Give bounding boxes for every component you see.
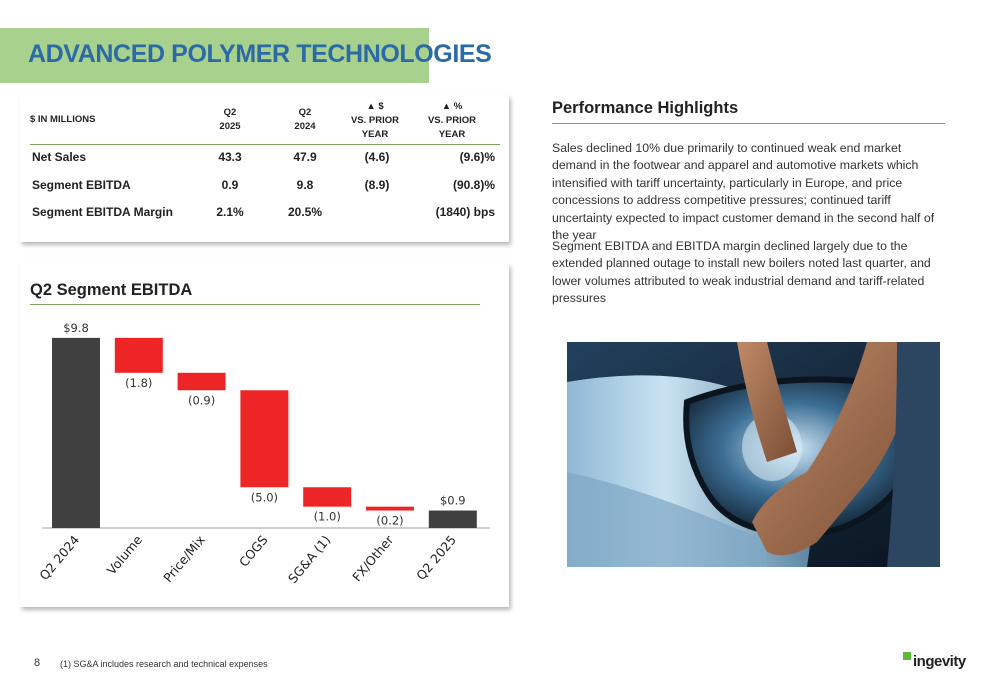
row-label: Segment EBITDA Margin [32,205,173,219]
logo-text: ingevity [913,653,966,670]
row-label: Segment EBITDA [32,178,131,192]
category-label-0: Q2 2024 [36,532,83,583]
cell-dollar-change: (8.9) [364,178,390,192]
data-label-2: (0.9) [187,393,216,408]
title-band [0,28,492,83]
cell-q2-2025: 43.3 [218,150,242,164]
bar-4 [303,487,351,506]
bar-2 [178,373,226,390]
data-label-3: (5.0) [250,490,279,505]
cell-dollar-change: (4.6) [364,150,390,164]
logo-mark-icon [903,652,911,660]
footnote: (1) SG&A includes research and technical expenses [60,659,268,669]
data-label-6: $0.9 [439,493,466,508]
cell-q2-2025: 0.9 [221,178,239,192]
highlight-paragraph-ebitda: Segment EBITDA and EBITDA margin declined largely due to the extended planned outage to install new boilers noted last quarter, and lower volumes attributed to weak industrial demand and tariff-related pressures [552,239,931,306]
cell-percent-change: (9.6)% [459,150,495,164]
data-label-0: $9.8 [63,320,89,335]
ingevity-logo [903,650,971,674]
page-number: 8 [34,657,41,669]
table-row [20,205,509,225]
category-label-3: COGS [235,532,271,570]
data-label-5: (0.2) [376,513,404,528]
table-row [20,178,509,198]
header-dollar-change: ▲ $ VS. PRIOR YEAR [350,101,400,140]
headlight-illustration [567,342,940,567]
header-q2-2025: Q2 2025 [219,107,241,132]
category-label-4: SG&A (1) [284,532,334,587]
table-divider [30,144,500,145]
table-header [20,95,509,145]
bar-6 [429,511,477,528]
headlight-photo [567,342,940,567]
data-label-1: (1.8) [125,375,153,390]
header-q2-2024: Q2 2024 [294,107,316,132]
ebitda-chart-panel [20,264,509,607]
bar-0 [52,338,100,528]
header-percent-change: ▲ % VS. PRIOR YEAR [427,101,477,140]
highlights-title: Performance Highlights [552,99,739,117]
bar-1 [115,338,163,373]
cell-percent-change: (90.8)% [452,178,495,192]
data-label-4: (1.0) [313,509,341,524]
waterfall-chart [20,264,509,607]
financial-table [20,95,509,242]
category-label-6: Q2 2025 [413,532,460,583]
cell-q2-2024: 20.5% [287,205,323,219]
cell-percent-change: (1840) bps [435,205,495,219]
category-label-2: Price/Mix [160,532,208,586]
chart-title: Q2 Segment EBITDA [30,281,193,299]
bar-3 [240,390,288,487]
header-units: $ IN MILLIONS [30,114,96,125]
cell-q2-2024: 9.8 [296,178,314,192]
table-row [20,150,509,170]
category-label-5: FX/Other [349,532,397,585]
highlight-paragraph-sales: Sales declined 10% due primarily to continued weak end market demand in the footwear and apparel and automotive markets which intensified with tariff uncertainty, particularly in Europe, and price concessions to address competitive pressures; continued tariff uncertainty expected to impact customer demand in the second half of the year [552,141,935,243]
row-label: Net Sales [32,150,87,164]
page-title: ADVANCED POLYMER TECHNOLOGIES [28,40,492,68]
cell-q2-2025: 2.1% [216,205,244,219]
highlights-divider [552,123,945,124]
cell-q2-2024: 47.9 [293,150,317,164]
category-label-1: Volume [103,532,146,578]
bar-5 [366,507,414,511]
